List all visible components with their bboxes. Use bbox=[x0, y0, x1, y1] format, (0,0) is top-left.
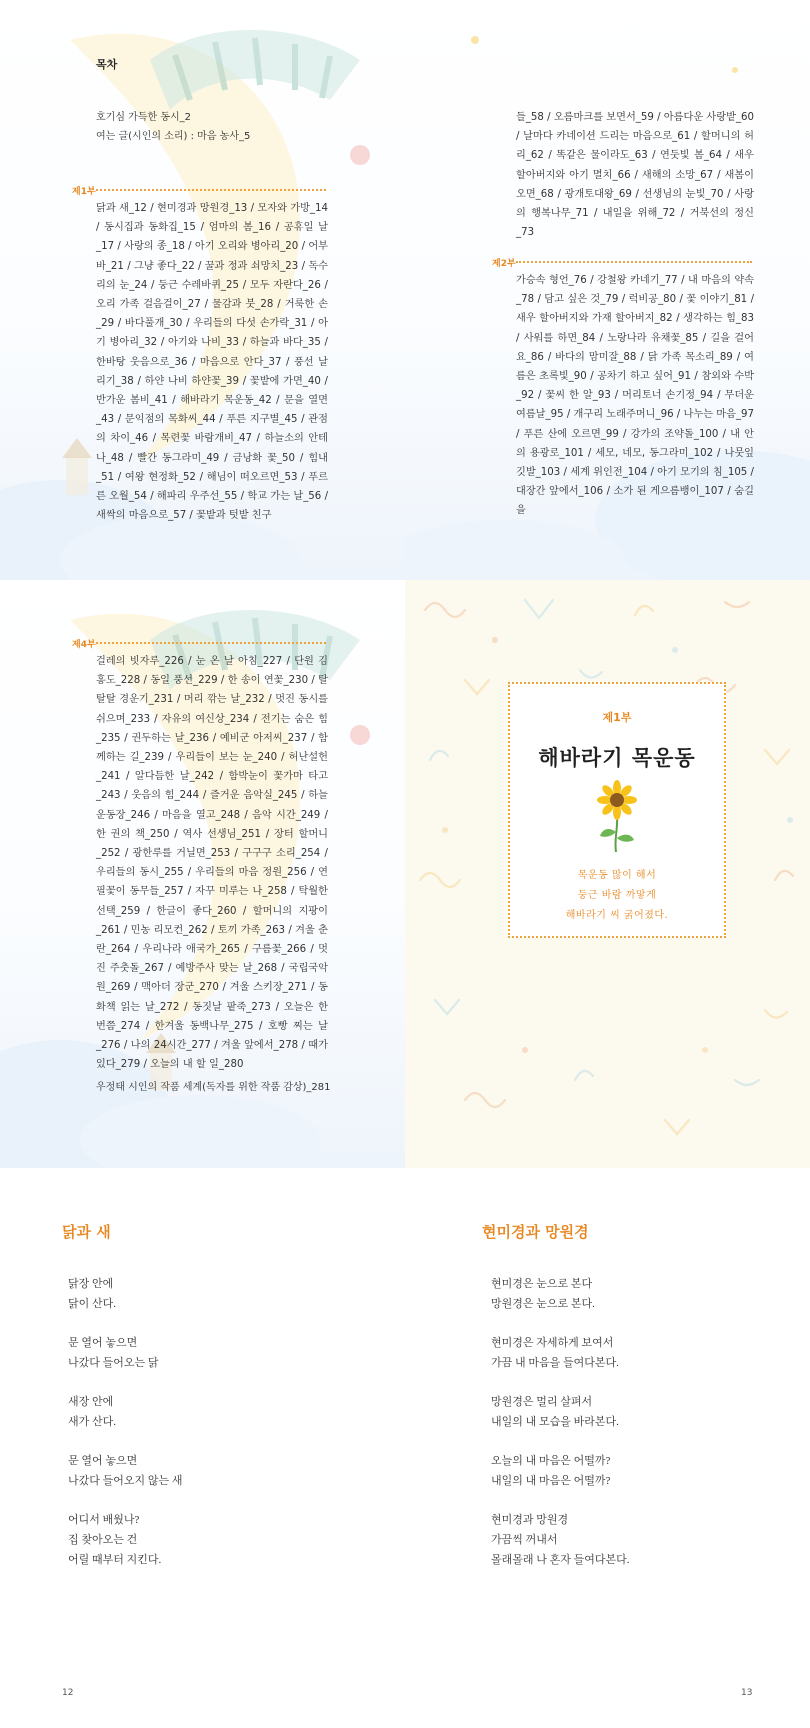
poem-line: 현미경은 자세하게 보여서 bbox=[491, 1337, 614, 1349]
poem-line: 가끔씩 꺼내서 bbox=[491, 1534, 558, 1546]
part1-toc-text: 닭과 새_12 / 현미경과 망원경_13 / 모자와 가방_14 / 동시집과 동화집_15 / 엄마의 봄_16 / 공휴일 날_17 / 사랑의 종_18 / 아기 오리와 병아리_20 / 어부바_21 / 그냥 좋다_22 / 꿀과 정과 쇠망치_23 / 독수리의 눈_24 / 둥근 수레바퀴_25 / 모두 자란다_26 / 오리 가족 걸음걸이_27 / 물감과 붓_28 / 거룩한 손_29 / 바다풀개_30 / 우리들의 다섯 손가락_31 / 아기 병아리_32 / 아기와 나비_33 / 하늘과 바다_35 / 한바탕 웃음으로_36 / 마음으로 안다_37 / 풍선 날리기_38 / 하얀 나비 하얀꽃_39 / 꽃밭에 가면_40 / 반가운 봄비_41 / 해바라기 목운동_42 / 문을 열면_43 / 문익점의 목화씨_44 / 푸른 지구별_45 / 관점의 차이_46 / 목련꽃 바람개비_47 / 하늘소의 안테나_48 / 빨간 동그라미_49 / 금낭화 꽃_50 / 힘내_51 / 여왕 현정화_52 / 해님이 떠오르면_53 / 푸르른 오월_54 / 해파리 우주선_55 / 학교 가는 날_56 / 새싹의 마음으로_57 / 꽃밭과 텃밭 친구 bbox=[96, 203, 328, 522]
poem-line: 현미경은 눈으로 본다 bbox=[491, 1278, 593, 1290]
poem-line: 집 찾아오는 건 bbox=[68, 1534, 138, 1546]
stanza bbox=[491, 1510, 630, 1570]
stanza bbox=[68, 1274, 183, 1314]
part-title-card bbox=[508, 682, 726, 938]
poem-line: 내일의 내 마음은 어떨까? bbox=[491, 1475, 611, 1487]
stanza bbox=[491, 1392, 630, 1432]
sunflower-illustration bbox=[590, 780, 644, 852]
poem-line: 어릴 때부터 지킨다. bbox=[68, 1554, 162, 1566]
poem-line: 가끔 내 마음을 들여다본다. bbox=[491, 1357, 619, 1369]
poem-line: 망원경은 눈으로 본다. bbox=[491, 1298, 595, 1310]
stanza bbox=[491, 1333, 630, 1373]
poem-line: 새장 안에 bbox=[68, 1396, 114, 1408]
stanza bbox=[68, 1333, 183, 1373]
toc-intro bbox=[96, 108, 250, 146]
poem-line: 현미경과 망원경 bbox=[491, 1514, 569, 1526]
poem-body-left bbox=[68, 1274, 183, 1589]
poem-line: 문 열어 놓으면 bbox=[68, 1337, 138, 1349]
part4-toc-text: 걸레의 빗자루_226 / 눈 온 날 아침_227 / 단원 김홍도_228 / 동일 풍선_229 / 한 송이 연꽃_230 / 탈탈탈 경운기_231 / 머리 깎는 날_232 / 멋진 동시를 쉬으며_233 / 자유의 여신상_234 / 전기는 숨은 힘_235 / 권두하는 날_236 / 예비군 아저씨_237 / 함께하는 길_239 / 우리들이 보는 눈_240 / 허난설헌_241 / 알다듬한 날_242 / 함박눈이 꽃가마 타고_243 / 웃음의 힘_244 / 즐거운 음악실_245 / 하늘 운동장_246 / 마음을 열고_248 / 음악 시간_249 / 한 권의 책_250 / 역사 선생님_251 / 장터 할머니_252 / 광한루를 거닐면_253 / 구구구 소리_254 / 우리들의 동시_255 / 우리들의 마음 정원_256 / 연필꽃이 동무들_257 / 자꾸 미루는 나_258 / 탁월한 선택_259 / 한글이 좋다_260 / 할머니의 지팡이_261 / 민농 리모컨_262 / 토끼 가족_263 / 겨울 춘란_264 / 우리나라 애국가_265 / 구름꽃_266 / 멋진 주춧돌_267 / 예방주사 맞는 날_268 / 국립국악원_269 / 맥아더 장군_270 / 겨울 스키장_271 / 동화책 읽는 날_272 / 동짓날 팥죽_273 / 오늘은 한 번쯤_274 / 한겨울 동백나무_275 / 호빵 찌는 날_276 / 나의 24시간_277 / 겨울 앞에서_278 / 때가 있다_279 / 오늘의 내 할 일_280 bbox=[96, 656, 328, 1071]
part2-toc-text: 가승속 형언_76 / 강철왕 카네기_77 / 내 마음의 약속_78 / 담고 싶은 것_79 / 럭비공_80 / 꽃 이야기_81 / 새우 할아버지와 가재 할아버지_82 / 생각하는 힘_83 / 사워를 하면_84 / 노랑나라 유채꽃_85 / 길을 걸어요_86 / 바다의 맘미잘_88 / 닭 가족 목소리_89 / 여름은 초록빛_90 / 공차기 하고 싶어_91 / 참외와 수박_92 / 꽃씨 한 알_93 / 머리토너 손기정_94 / 무더운 여름날_95 / 개구리 노래주머니_96 / 나누는 마음_97 / 푸른 산에 오르면_99 / 강가의 조약돌_100 / 내 안의 용광로_101 / 세모, 네모, 동그라미_102 / 나뭇잎 깃발_103 / 세계 위인전_104 / 아기 모기의 침_105 / 대장간 앞에서_106 / 소가 된 게으름뱅이_107 / 숨길을 bbox=[516, 275, 754, 517]
poem-line: 문 열어 놓으면 bbox=[68, 1455, 138, 1467]
poem-line: 몰래몰래 나 혼자 들여다본다. bbox=[491, 1554, 630, 1566]
poem-line: 내일의 내 모습을 바라본다. bbox=[491, 1416, 619, 1428]
part-number: 제1부 bbox=[602, 711, 632, 724]
stanza bbox=[68, 1451, 183, 1491]
poem-title-left: 닭과 새 bbox=[62, 1223, 111, 1241]
toc-page-right bbox=[405, 0, 810, 580]
part1-label: 제1부 bbox=[72, 187, 96, 197]
toc-intro-item: 여는 글(시인의 소리) : 마음 농사_5 bbox=[96, 131, 251, 142]
part2-divider bbox=[516, 261, 752, 263]
part2-label: 제2부 bbox=[492, 259, 516, 269]
stanza bbox=[491, 1274, 630, 1314]
stanza bbox=[491, 1451, 630, 1491]
poem-line: 어디서 배웠나? bbox=[68, 1514, 140, 1526]
poem-body-right bbox=[491, 1274, 630, 1589]
poem-line: 나갔다 들어오지 않는 새 bbox=[68, 1475, 183, 1487]
part1-divider bbox=[96, 189, 326, 191]
stanza bbox=[68, 1392, 183, 1432]
motto-line: 해바라기 씨 굵어졌다. bbox=[565, 910, 669, 921]
motto-line: 둥근 바람 까맣게 bbox=[577, 890, 657, 901]
toc-spread-1 bbox=[0, 0, 810, 580]
part-title: 해바라기 목운동 bbox=[538, 746, 696, 770]
poem-line: 나갔다 들어오는 닭 bbox=[68, 1357, 159, 1369]
page-number-left: 12 bbox=[62, 1688, 74, 1698]
part4-divider bbox=[96, 642, 326, 644]
toc-afterword: 우정태 시인의 작품 세계(독자를 위한 작품 감상)_281 bbox=[96, 1082, 331, 1093]
page-number-right: 13 bbox=[741, 1688, 753, 1698]
toc-intro-item: 호기심 가득한 동시_2 bbox=[96, 112, 191, 123]
poem-line: 닭이 산다. bbox=[68, 1298, 117, 1310]
stanza bbox=[68, 1510, 183, 1570]
toc-page-part4 bbox=[0, 580, 405, 1168]
poem-line: 새가 산다. bbox=[68, 1416, 117, 1428]
part1-toc-continued: 들_58 / 오름마크를 보면서_59 / 아름다운 사랑밭_60 / 날마다 카네이션 드리는 마음으로_61 / 할머니의 허리_62 / 똑같은 물이라도_63 / 연둣빛 봄_64 / 새우 할아버지와 아기 멸치_66 / 새해의 소망_67 / 새봄이 오면_68 / 광개토대왕_69 / 선생님의 눈빛_70 / 사랑의 행복나무_71 / 내일을 위해_72 / 거북선의 정신_73 bbox=[516, 112, 754, 239]
toc-heading: 목차 bbox=[96, 58, 118, 71]
part4-label: 제4부 bbox=[72, 640, 96, 650]
poem-line: 망원경은 멀리 살펴서 bbox=[491, 1396, 593, 1408]
poem-line: 닭장 안에 bbox=[68, 1278, 114, 1290]
motto-line: 목운동 많이 해서 bbox=[577, 870, 657, 881]
toc-page-left bbox=[0, 0, 405, 580]
poem-title-right: 현미경과 망원경 bbox=[482, 1223, 589, 1241]
poem-line: 오늘의 내 마음은 어떨까? bbox=[491, 1455, 611, 1467]
